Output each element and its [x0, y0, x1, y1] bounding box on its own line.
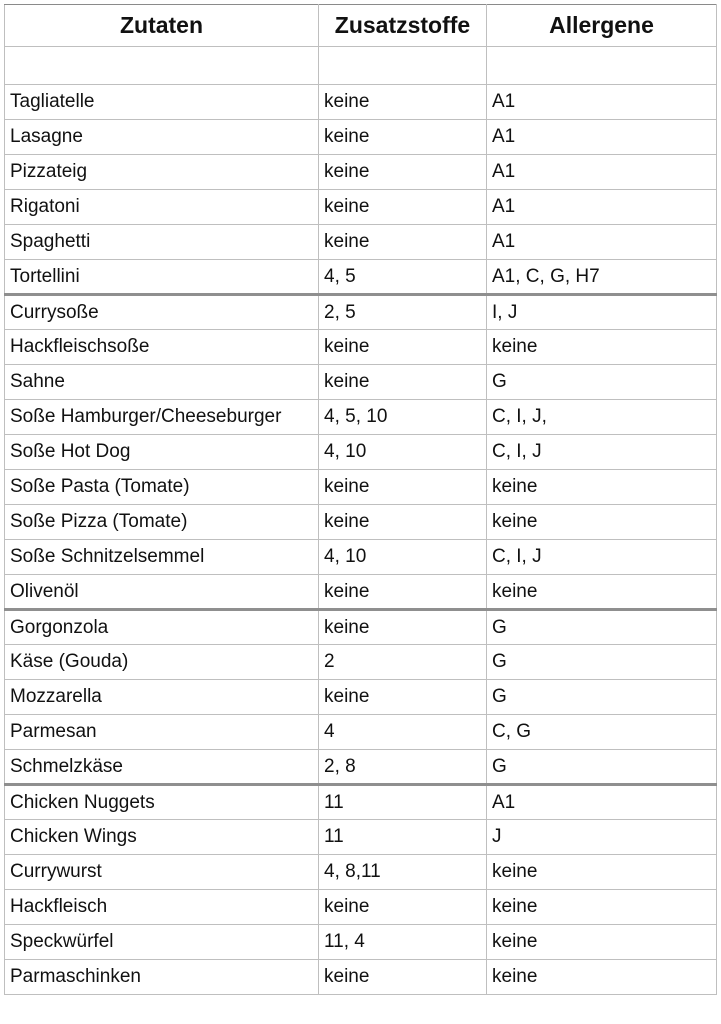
cell-ingredient: Spaghetti: [5, 225, 319, 260]
cell-allergens: keine: [487, 855, 717, 890]
cell-ingredient: Sahne: [5, 365, 319, 400]
cell-ingredient: Currysoße: [5, 295, 319, 330]
cell-allergens: keine: [487, 470, 717, 505]
table-row: [5, 47, 717, 85]
cell-allergens: keine: [487, 575, 717, 610]
cell-ingredient: Parmaschinken: [5, 960, 319, 995]
allergen-document: [4, 4, 716, 995]
table-row: [5, 225, 717, 260]
table-body: [5, 47, 717, 995]
cell-additives: keine: [319, 85, 487, 120]
table-row: [5, 155, 717, 190]
table-row: [5, 505, 717, 540]
table-row: [5, 540, 717, 575]
cell-ingredient: Speckwürfel: [5, 925, 319, 960]
cell-allergens: G: [487, 645, 717, 680]
table-row: [5, 960, 717, 995]
cell-additives: keine: [319, 330, 487, 365]
cell-additives: keine: [319, 365, 487, 400]
cell-allergens: keine: [487, 330, 717, 365]
table-row: [5, 295, 717, 330]
cell-ingredient: Hackfleischsoße: [5, 330, 319, 365]
table-row: [5, 715, 717, 750]
cell-additives: 2, 5: [319, 295, 487, 330]
cell-additives: keine: [319, 505, 487, 540]
cell-allergens: A1: [487, 120, 717, 155]
cell-additives: 4: [319, 715, 487, 750]
cell-additives: 11, 4: [319, 925, 487, 960]
cell-additives: 2, 8: [319, 750, 487, 785]
cell-ingredient: Hackfleisch: [5, 890, 319, 925]
cell-ingredient: Pizzateig: [5, 155, 319, 190]
header-additives: Zusatzstoffe: [319, 5, 487, 47]
cell-additives: 11: [319, 820, 487, 855]
cell-additives: keine: [319, 575, 487, 610]
cell-allergens: J: [487, 820, 717, 855]
cell-additives: keine: [319, 610, 487, 645]
cell-ingredient: Soße Hamburger/Cheeseburger: [5, 400, 319, 435]
cell-ingredient: [5, 47, 319, 85]
cell-allergens: keine: [487, 925, 717, 960]
header-ingredients: Zutaten: [5, 5, 319, 47]
cell-additives: keine: [319, 960, 487, 995]
cell-ingredient: Soße Schnitzelsemmel: [5, 540, 319, 575]
cell-additives: keine: [319, 680, 487, 715]
cell-allergens: G: [487, 750, 717, 785]
table-row: [5, 575, 717, 610]
cell-allergens: A1: [487, 190, 717, 225]
cell-ingredient: Currywurst: [5, 855, 319, 890]
cell-ingredient: Tagliatelle: [5, 85, 319, 120]
table-row: [5, 890, 717, 925]
cell-additives: keine: [319, 120, 487, 155]
table-row: [5, 820, 717, 855]
table-row: [5, 785, 717, 820]
cell-additives: keine: [319, 890, 487, 925]
cell-allergens: A1: [487, 85, 717, 120]
cell-ingredient: Gorgonzola: [5, 610, 319, 645]
cell-allergens: A1, C, G, H7: [487, 260, 717, 295]
cell-allergens: keine: [487, 960, 717, 995]
cell-allergens: [487, 47, 717, 85]
cell-additives: 4, 5, 10: [319, 400, 487, 435]
cell-allergens: keine: [487, 890, 717, 925]
table-row: [5, 260, 717, 295]
cell-ingredient: Olivenöl: [5, 575, 319, 610]
table-row: [5, 400, 717, 435]
cell-ingredient: Chicken Wings: [5, 820, 319, 855]
cell-additives: keine: [319, 225, 487, 260]
table-row: [5, 85, 717, 120]
cell-allergens: C, I, J: [487, 435, 717, 470]
table-header-row: [5, 5, 717, 47]
table-row: [5, 855, 717, 890]
table-row: [5, 120, 717, 155]
cell-allergens: C, I, J: [487, 540, 717, 575]
cell-allergens: A1: [487, 785, 717, 820]
cell-ingredient: Soße Pizza (Tomate): [5, 505, 319, 540]
table-row: [5, 750, 717, 785]
cell-allergens: G: [487, 610, 717, 645]
cell-additives: 4, 5: [319, 260, 487, 295]
cell-allergens: A1: [487, 155, 717, 190]
cell-allergens: C, I, J,: [487, 400, 717, 435]
cell-additives: [319, 47, 487, 85]
cell-allergens: C, G: [487, 715, 717, 750]
table-row: [5, 190, 717, 225]
cell-ingredient: Mozzarella: [5, 680, 319, 715]
cell-additives: 2: [319, 645, 487, 680]
cell-allergens: G: [487, 680, 717, 715]
header-allergens: Allergene: [487, 5, 717, 47]
cell-additives: keine: [319, 155, 487, 190]
cell-additives: 4, 8,11: [319, 855, 487, 890]
table-row: [5, 645, 717, 680]
table-row: [5, 610, 717, 645]
cell-allergens: A1: [487, 225, 717, 260]
cell-ingredient: Käse (Gouda): [5, 645, 319, 680]
cell-additives: keine: [319, 470, 487, 505]
cell-allergens: keine: [487, 505, 717, 540]
table-row: [5, 435, 717, 470]
cell-additives: 4, 10: [319, 540, 487, 575]
ingredients-table: [4, 4, 717, 995]
table-row: [5, 330, 717, 365]
cell-additives: keine: [319, 190, 487, 225]
cell-ingredient: Rigatoni: [5, 190, 319, 225]
table-row: [5, 470, 717, 505]
table-row: [5, 680, 717, 715]
table-row: [5, 365, 717, 400]
cell-ingredient: Soße Pasta (Tomate): [5, 470, 319, 505]
cell-allergens: G: [487, 365, 717, 400]
cell-ingredient: Soße Hot Dog: [5, 435, 319, 470]
cell-ingredient: Tortellini: [5, 260, 319, 295]
table-row: [5, 925, 717, 960]
cell-additives: 11: [319, 785, 487, 820]
cell-allergens: I, J: [487, 295, 717, 330]
cell-ingredient: Parmesan: [5, 715, 319, 750]
cell-ingredient: Chicken Nuggets: [5, 785, 319, 820]
cell-ingredient: Schmelzkäse: [5, 750, 319, 785]
cell-ingredient: Lasagne: [5, 120, 319, 155]
cell-additives: 4, 10: [319, 435, 487, 470]
